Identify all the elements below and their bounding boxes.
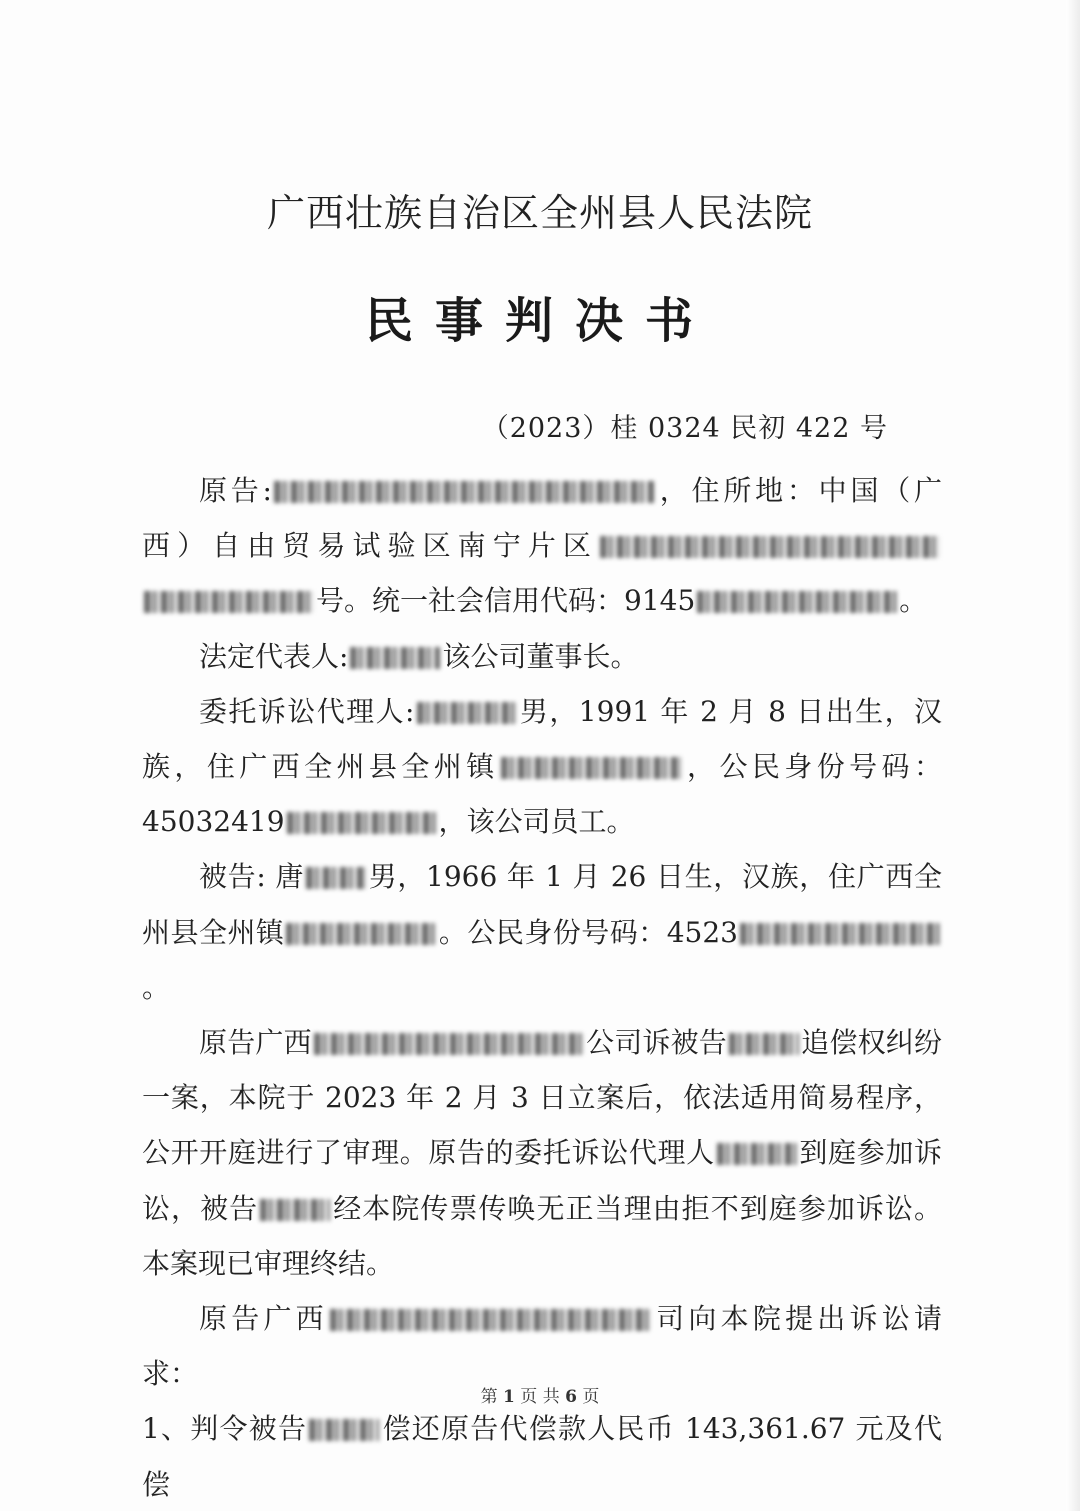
redacted-defendant-address [286,923,436,945]
defendant-paragraph: 被告: 唐 男，1966 年 1 月 26 日生，汉族，住广西全州县全州镇 。公民身份号码：4523。 [142,860,942,1004]
redacted-defendant-name-3 [260,1199,330,1221]
redacted-address-number [144,591,314,613]
legal-rep-paragraph: 法定代表人: 该公司董事长。 [199,639,639,673]
case-intro-paragraph: 原告广西 公司诉被告 追偿权纠纷一案，本院于 2023 年 2 月 3 日立案后，依法适用简易程序，公开开庭进行了审理。原告的委托诉讼代理人 到庭参加诉讼，被告 经本院传票传唤无正当理由拒不到庭参加诉讼。本案现已审理终结。 [142,1026,942,1280]
current-page-number: 1 [503,1387,515,1407]
total-page-count: 6 [565,1387,577,1407]
redacted-company-name [274,481,654,503]
plaintiff-paragraph: 原告: ，住所地：中国（广西）自由贸易试验区南宁片区号。统一社会信用代码：9145 。 [142,474,942,618]
redacted-address [600,536,940,558]
redacted-agent-name-2 [717,1143,797,1165]
agent-paragraph: 委托诉讼代理人: 男，1991 年 2 月 8 日出生，汉族，住广西全州县全州镇 ，公民身份号码：45032419 ，该公司员工。 [142,694,943,839]
redacted-agent-id [287,812,437,834]
redacted-agent-address [501,757,681,779]
redacted-legal-rep-name [350,647,440,669]
page-footer: 第 1 页 共 6 页 [480,1387,600,1407]
redacted-plaintiff-name-2 [330,1309,650,1331]
redacted-defendant-name-4 [309,1419,379,1441]
court-name: 广西壮族自治区全州县人民法院 [266,191,813,235]
redacted-agent-name [417,702,517,724]
redacted-plaintiff-name [314,1033,584,1055]
redacted-defendant-id [740,923,940,945]
claim-item-1: 1、判令被告 偿还原告代偿款人民币 143,361.67 元及代偿 [142,1412,942,1501]
redacted-credit-code [697,591,897,613]
redacted-defendant-name-2 [729,1033,799,1055]
claims-intro-paragraph: 原告广西 司向本院提出诉讼请求： [142,1302,942,1391]
judgment-body [142,463,942,1512]
document-title: 民事判决书 [364,293,715,349]
case-number: （2023）桂 0324 民初 422 号 [481,413,888,444]
redacted-defendant-name [306,867,366,889]
